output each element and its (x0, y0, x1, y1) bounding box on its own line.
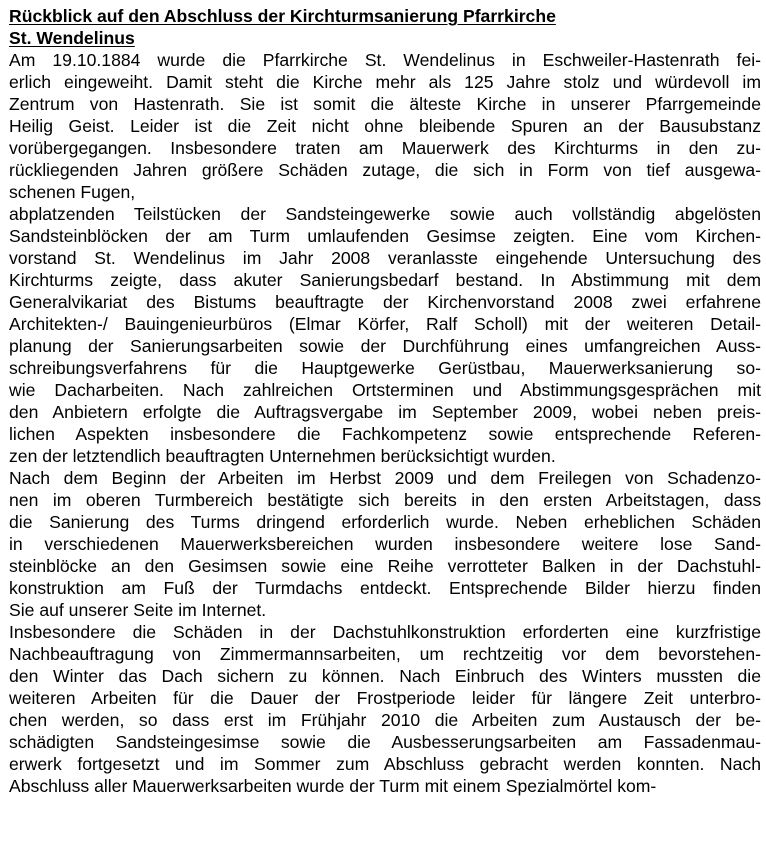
text-line: planung der Sanierungsarbeiten sowie der Durchführung eines umfangreichen Auss- (9, 336, 761, 356)
text-line: Architekten-/ Bauingenieurbüros (Elmar Körfer, Ralf Scholl) mit der weiteren Detail- (9, 314, 761, 334)
text-line: Nachbeauftragung von Zimmermannsarbeiten, um rechtzeitig vor dem bevorstehen- (9, 644, 761, 664)
text-line: nen im oberen Turmbereich bestätigte sich bereits in den ersten Arbeitstagen, dass (9, 490, 761, 510)
text-line: schenen Fugen, (9, 182, 136, 202)
text-line: den Winter das Dach sichern zu können. Nach Einbruch des Winters mussten die (9, 666, 761, 686)
text-line: die Sanierung des Turms dringend erforderlich wurde. Neben erheblichen Schäden (9, 512, 761, 532)
article-title (9, 5, 761, 49)
text-line: vorübergegangen. Insbesondere traten am Mauerwerk des Kirchturms in den zu- (9, 138, 761, 158)
text-line: Heilig Geist. Leider ist die Zeit nicht ohne bleibende Spuren an der Bausubstanz (9, 116, 761, 136)
text-line: erwerk fortgesetzt und im Sommer zum Abschluss gebracht werden konnten. Nach (9, 754, 761, 774)
text-line: in verschiedenen Mauerwerksbereichen wurden insbesondere weitere lose Sand- (9, 534, 761, 554)
text-line: Zentrum von Hastenrath. Sie ist somit die älteste Kirche in unserer Pfarrgemeinde (9, 94, 761, 114)
text-line: Sandsteinblöcken der am Turm umlaufenden Gesimse zeigten. Eine vom Kirchen- (9, 226, 761, 246)
text-line: rückliegenden Jahren größere Schäden zutage, die sich in Form von tief ausgewa- (9, 160, 761, 180)
text-line: erlich eingeweiht. Damit steht die Kirche mehr als 125 Jahre stolz und würdevoll im (9, 72, 761, 92)
text-line: schreibungsverfahrens für die Hauptgewerke Gerüstbau, Mauerwerksanierung so- (9, 358, 761, 378)
article-title-line-2: St. Wendelinus (9, 28, 135, 48)
text-line: steinblöcke an den Gesimsen sowie eine Reihe verrotteter Balken in der Dachstuhl- (9, 556, 761, 576)
article-title-line-1: Rückblick auf den Abschluss der Kirchturmsanierung Pfarrkirche (9, 6, 556, 26)
text-line: lichen Aspekten insbesondere die Fachkompetenz sowie entsprechende Referen- (9, 424, 761, 444)
document-page (9, 5, 761, 797)
text-line: schädigten Sandsteingesimse sowie die Ausbesserungsarbeiten am Fassadenmau- (9, 732, 761, 752)
paragraph (9, 203, 761, 467)
paragraph (9, 49, 761, 203)
text-line: Abschluss aller Mauerwerksarbeiten wurde der Turm mit einem Spezialmörtel kom- (9, 776, 657, 796)
text-line: weiteren Arbeiten für die Dauer der Frostperiode leider für längere Zeit unterbro- (9, 688, 761, 708)
text-line: chen werden, so dass erst im Frühjahr 2010 die Arbeiten zum Austausch der be- (9, 710, 761, 730)
article-body (9, 49, 761, 797)
text-line: den Anbietern erfolgte die Auftragsvergabe im September 2009, wobei neben preis- (9, 402, 761, 422)
text-line: Sie auf unserer Seite im Internet. (9, 600, 267, 620)
text-line: vorstand St. Wendelinus im Jahr 2008 veranlasste eingehende Untersuchung des (9, 248, 761, 268)
paragraph (9, 467, 761, 621)
text-line: abplatzenden Teilstücken der Sandsteingewerke sowie auch vollständig abgelösten (9, 204, 761, 224)
text-line: zen der letztendlich beauftragten Unternehmen berücksichtigt wurden. (9, 446, 556, 466)
text-line: Kirchturms zeigte, dass akuter Sanierungsbedarf bestand. In Abstimmung mit dem (9, 270, 761, 290)
text-line: Generalvikariat des Bistums beauftragte der Kirchenvorstand 2008 zwei erfahrene (9, 292, 761, 312)
text-line: Nach dem Beginn der Arbeiten im Herbst 2009 und dem Freilegen von Schadenzo- (9, 468, 761, 488)
text-line: wie Dacharbeiten. Nach zahlreichen Ortsterminen und Abstimmungsgesprächen mit (9, 380, 761, 400)
paragraph (9, 621, 761, 797)
text-line: Insbesondere die Schäden in der Dachstuhlkonstruktion erforderten eine kurzfristige (9, 622, 761, 642)
text-line: konstruktion am Fuß der Turmdachs entdeckt. Entsprechende Bilder hierzu finden (9, 578, 761, 598)
text-line: Am 19.10.1884 wurde die Pfarrkirche St. Wendelinus in Eschweiler-Hastenrath fei- (9, 50, 761, 70)
